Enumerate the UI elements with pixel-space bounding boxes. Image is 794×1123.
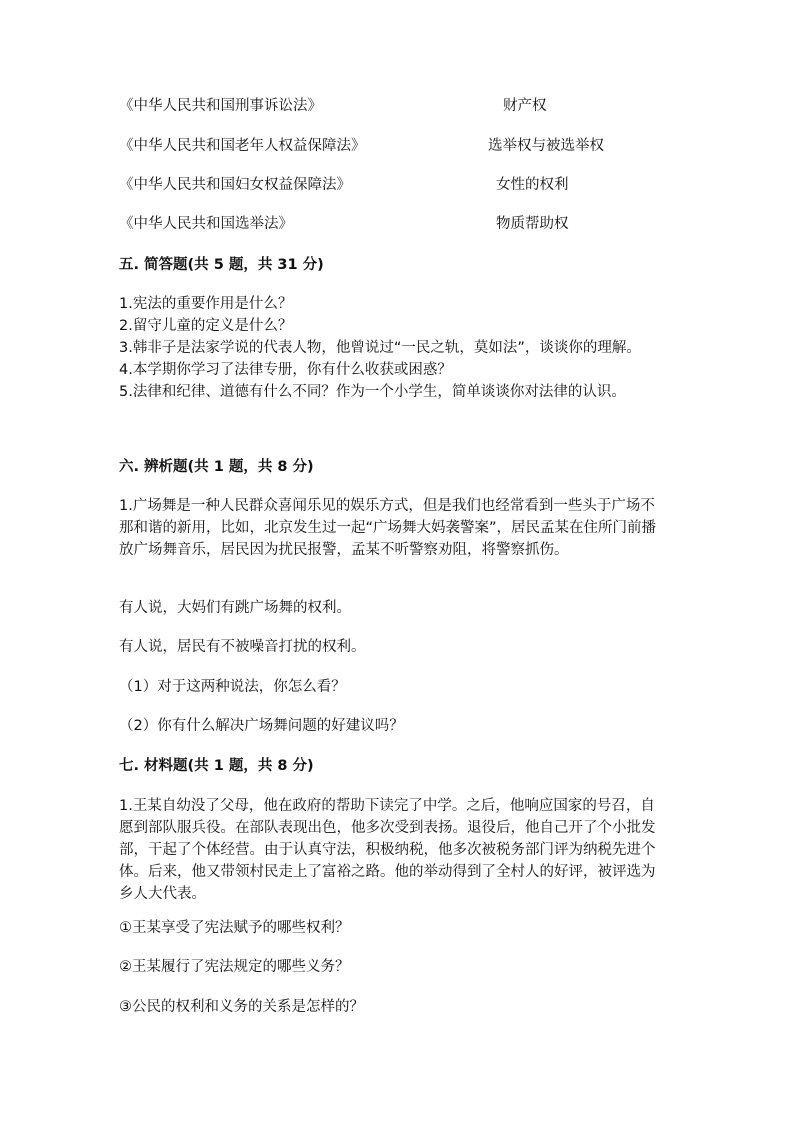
short-question-5: 5.法律和纪律、道德有什么不同？作为一个小学生，简单谈谈你对法律的认识。 <box>119 384 626 400</box>
law-item-4: 《中华人民共和国选举法》 <box>119 216 293 232</box>
right-item-4: 物质帮助权 <box>496 216 569 232</box>
right-item-1: 财产权 <box>503 98 547 114</box>
section6-question-2: （2）你有什么解决广场舞问题的好建议吗？ <box>119 718 404 734</box>
short-question-1: 1.宪法的重要作用是什么？ <box>119 296 293 312</box>
section5-questions <box>119 293 667 403</box>
section6-passage: 1.广场舞是一种人民群众喜闻乐见的娱乐方式，但是我们也经常看到一些头于广场不那和谐的新用，比如，北京发生过一起“广场舞大妈袭警案”，居民孟某在住所门前播放广场舞音乐，居民因为扰民报警，孟某不听警察劝阻，将警察抓伤。 <box>119 498 657 558</box>
section6-question-1: （1）对于这两种说法，你怎么看？ <box>119 679 346 695</box>
law-item-2: 《中华人民共和国老年人权益保障法》 <box>119 138 366 154</box>
law-item-3: 《中华人民共和国妇女权益保障法》 <box>119 177 351 193</box>
section6-heading: 六. 辨析题(共 1 题，共 8 分) <box>119 459 314 475</box>
short-question-3: 3.韩非子是法家学说的代表人物，他曾说过“一民之轨，莫如法”，谈谈你的理解。 <box>119 340 641 356</box>
section6-view-1: 有人说，大妈们有跳广场舞的权利。 <box>119 600 351 616</box>
section7-question-3: ③公民的权利和义务的关系是怎样的？ <box>119 999 364 1015</box>
short-question-4: 4.本学期你学习了法律专册，你有什么收获或困惑？ <box>119 362 452 378</box>
section7-heading: 七. 材料题(共 1 题，共 8 分) <box>119 758 314 774</box>
law-item-1: 《中华人民共和国刑事诉讼法》 <box>119 98 322 114</box>
section7-question-1: ①王某享受了宪法赋予的哪些权利？ <box>119 920 350 936</box>
section7-question-2: ②王某履行了宪法规定的哪些义务？ <box>119 959 350 975</box>
section5-heading: 五. 简答题(共 5 题，共 31 分) <box>119 257 324 273</box>
right-item-2: 选举权与被选举权 <box>488 138 604 154</box>
right-item-3: 女性的权利 <box>496 177 569 193</box>
section7-passage: 1.王某自幼没了父母，他在政府的帮助下读完了中学。之后，他响应国家的号召，自愿到部队服兵役。在部队表现出色，他多次受到表扬。退役后，他自己开了个小批发部，干起了个体经营。由于认真守法，积极纳税，他多次被税务部门评为纳税先进个体。后来，他又带领村民走上了富裕之路。他的举动得到了全村人的好评，被评选为乡人大代表。 <box>119 798 656 902</box>
short-question-2: 2.留守儿童的定义是什么？ <box>119 318 293 334</box>
section6-view-2: 有人说，居民有不被噪音打扰的权利。 <box>119 639 366 655</box>
